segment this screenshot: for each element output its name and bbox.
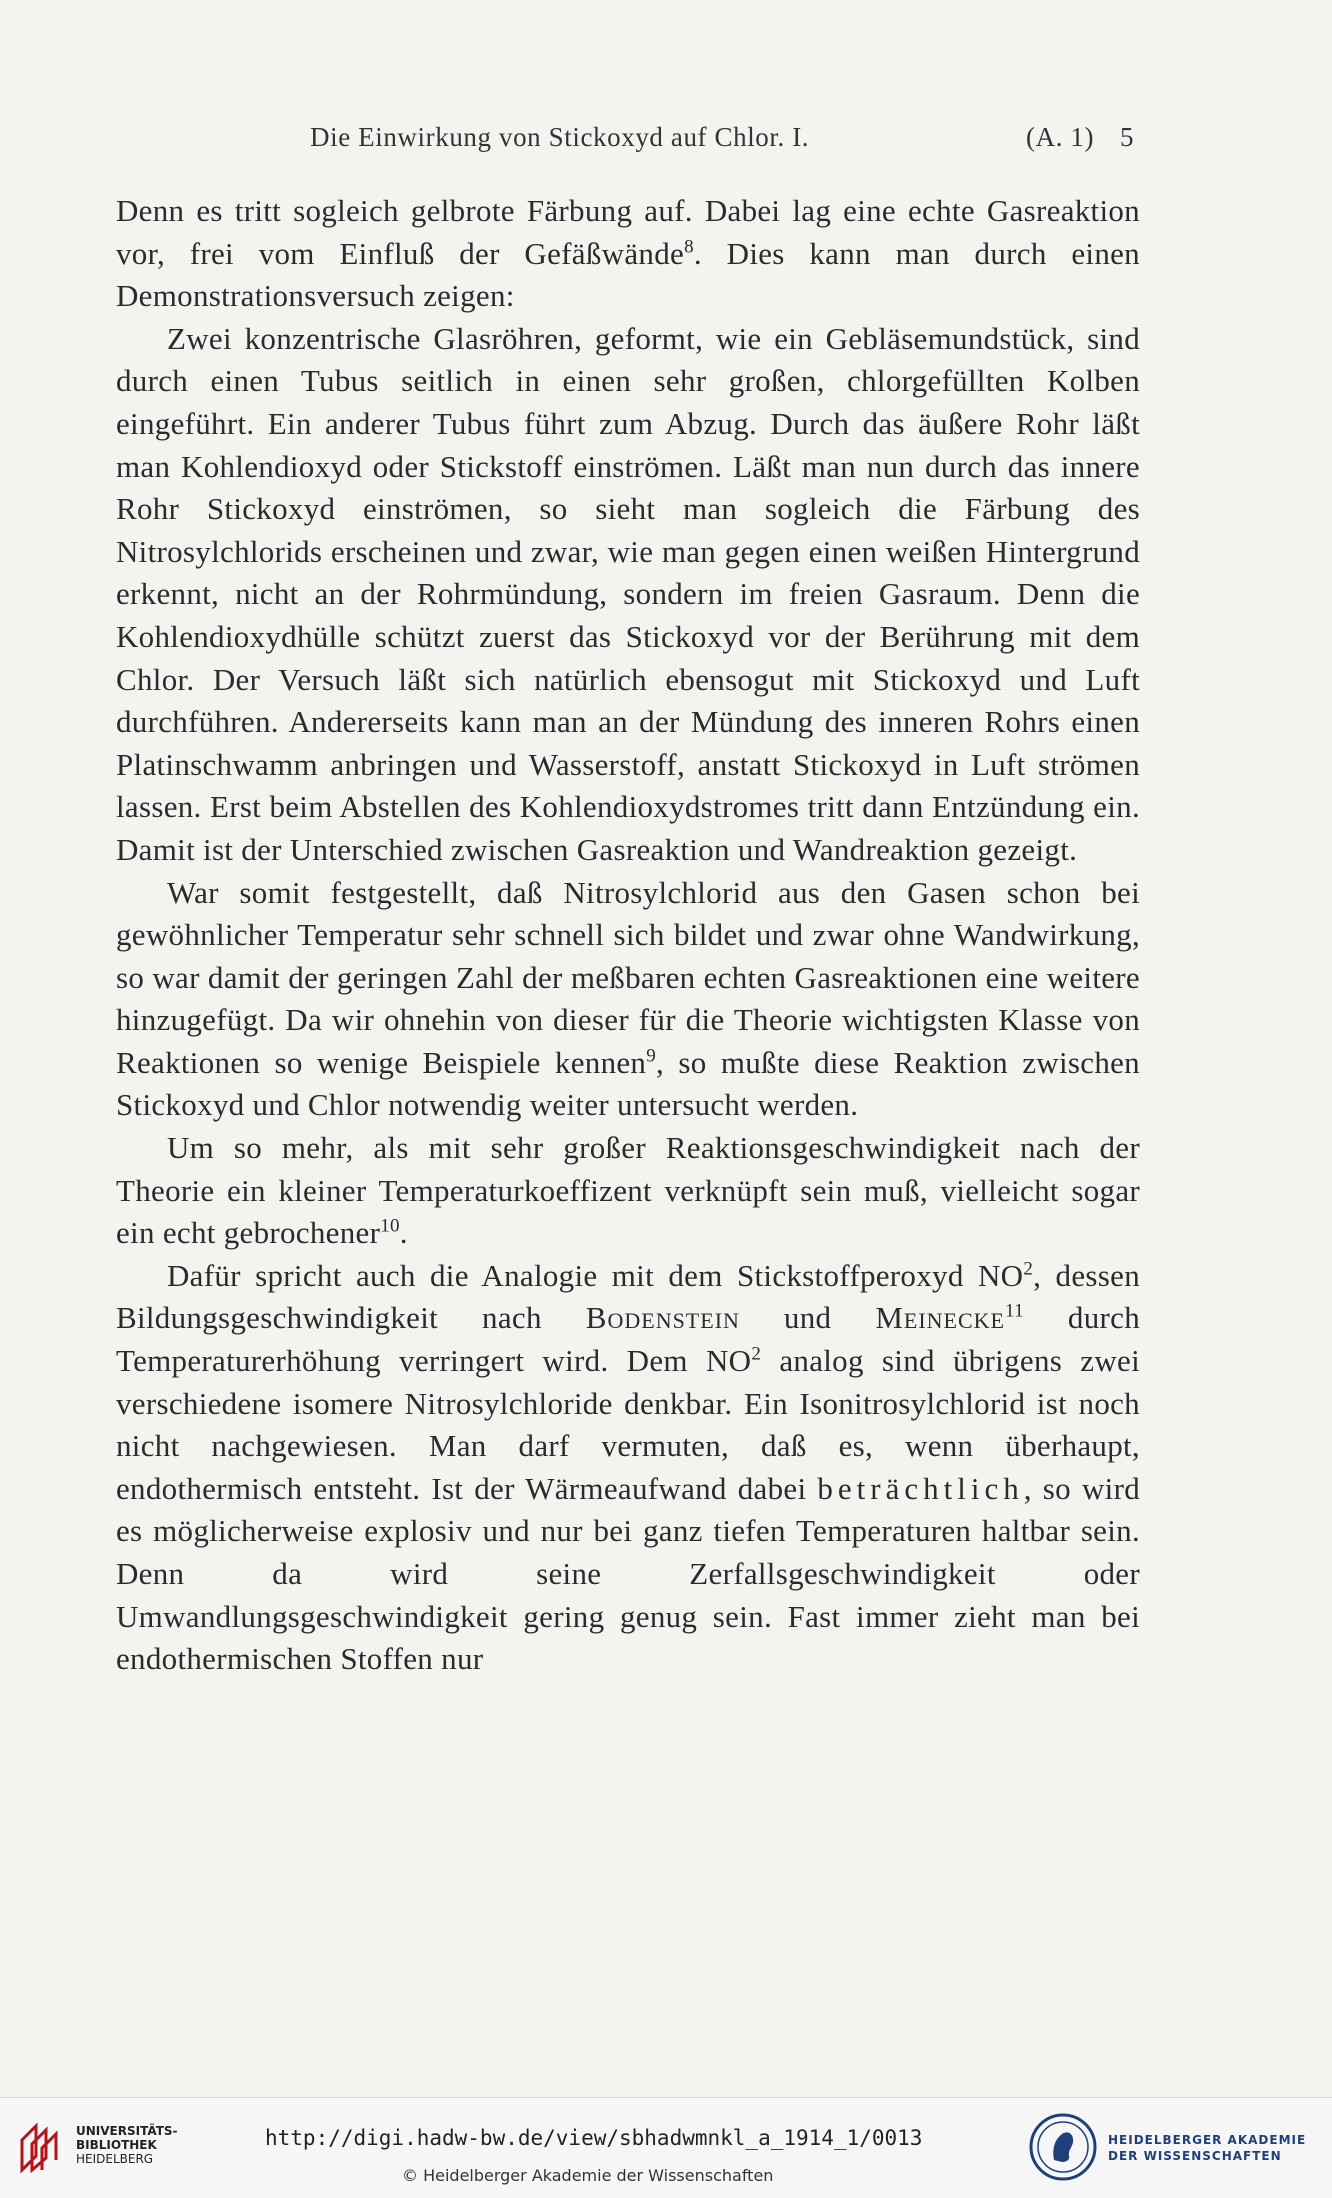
body-text <box>116 190 1140 1681</box>
header-title: Die Einwirkung von Stickoxyd auf Chlor. I. <box>310 122 810 152</box>
paragraph-1: Denn es tritt sogleich gelbrote Färbung auf. Dabei lag eine echte Gasreaktion vor, frei vom Einfluß der Gefäßwände$^8$. Dies kann man durch einen Demonstrationsversuch zeigen: <box>116 193 1140 314</box>
page-number: 5 <box>1120 122 1135 152</box>
paragraph-4: Um so mehr, als mit sehr großer Reaktionsgeschwindigkeit nach der Theorie ein kleiner Temperaturkoeffizent verknüpft sein muß, vielleicht sogar ein echt gebrochener$^{10}$. <box>116 1130 1140 1251</box>
paragraph-2: Zwei konzentrische Glasröhren, geformt, wie ein Gebläsemundstück, sind durch einen Tubus seitlich in einen sehr großen, chlorgefüllten Kolben eingeführt. Ein anderer Tubus führt zum Abzug. Durch das äußere Rohr läßt man Kohlendioxyd oder Stickstoff einströmen. Läßt man nun durch das innere Rohr Stickoxyd einströmen, so sieht man sogleich die Färbung des Nitrosylchlorids erscheinen und zwar, wie man gegen einen weißen Hintergrund erkennt, nicht an der Rohrmündung, sondern im freien Gasraum. Denn die Kohlendioxydhülle schützt zuerst das Stickoxyd vor der Berührung mit dem Chlor. Der Versuch läßt sich natürlich ebensogut mit Stickoxyd und Luft durchführen. Andererseits kann man an der Mündung des inneren Rohrs einen Platinschwamm anbringen und Wasserstoff, anstatt Stickoxyd in Luft strömen lassen. Erst beim Abstellen des Kohlendioxydstromes tritt dann Entzündung ein. Damit ist der Unterschied zwischen Gasreaktion und Wandreaktion gezeigt. <box>116 320 1140 867</box>
copyright-notice: © Heidelberger Akademie der Wissenschaften <box>402 2166 774 2185</box>
author-name: Bodenstein <box>585 1300 740 1336</box>
spaced-emphasis: beträchtlich <box>817 1470 1024 1506</box>
footnote-ref: 11 <box>1005 1301 1024 1323</box>
footnote-ref: 8 <box>684 236 694 258</box>
university-library-logo-icon[interactable] <box>14 2118 70 2178</box>
paragraph-5: Dafür spricht auch die Analogie mit dem Stickstoffperoxyd $NO^2$, dessen Bildungsgeschwindigkeit nach Bodenstein und Meinecke$^{11}$ durch Temperaturerhöhung verringert wird. Dem $NO^2$ analog sind übrigens zwei verschiedene isomere Nitrosylchloride denkbar. Ein Isonitrosylchlorid ist noch nicht nachgewiesen. Man darf vermuten, daß es, wenn überhaupt, endothermisch entsteht. Ist der Wärmeaufwand dabei beträchtlich, so wird es möglicherweise explosiv und nur bei ganz tiefen Temperaturen haltbar sein. Denn da wird seine Zerfallsgeschwindigkeit oder Umwandlungsgeschwindigkeit gering genug sein. Fast immer zieht man bei endothermischen Stoffen nur <box>116 1257 1141 1677</box>
academy-name: HEIDELBERGER AKADEMIE DER WISSENSCHAFTEN <box>1108 2133 1307 2163</box>
footnote-ref: 9 <box>646 1045 657 1067</box>
permalink-url[interactable]: http://digi.hadw-bw.de/view/sbhadwmnkl_a_1914_1/0013 <box>265 2126 923 2150</box>
author-name: Meinecke <box>875 1300 1005 1336</box>
academy-seal-icon[interactable] <box>1028 2112 1098 2182</box>
paragraph-3: War somit festgestellt, daß Nitrosylchlorid aus den Gasen schon bei gewöhnlicher Temperatur sehr schnell sich bildet und zwar ohne Wandwirkung, so war damit der geringen Zahl der meßbaren echten Gasreaktionen eine weitere hinzugefügt. Da wir ohnehin von dieser für die Theorie wichtigsten Klasse von Reaktionen so wenige Beispiele kennen$^9$, so mußte diese Reaktion zwischen Stickoxyd und Chlor notwendig weiter untersucht werden. <box>116 874 1140 1123</box>
viewer-footer <box>0 2097 1332 2198</box>
university-library-name: UNIVERSITÄTS- BIBLIOTHEK HEIDELBERG <box>76 2124 178 2166</box>
footnote-ref: 10 <box>380 1215 400 1237</box>
header-reference: (A. 1) <box>1026 122 1095 152</box>
